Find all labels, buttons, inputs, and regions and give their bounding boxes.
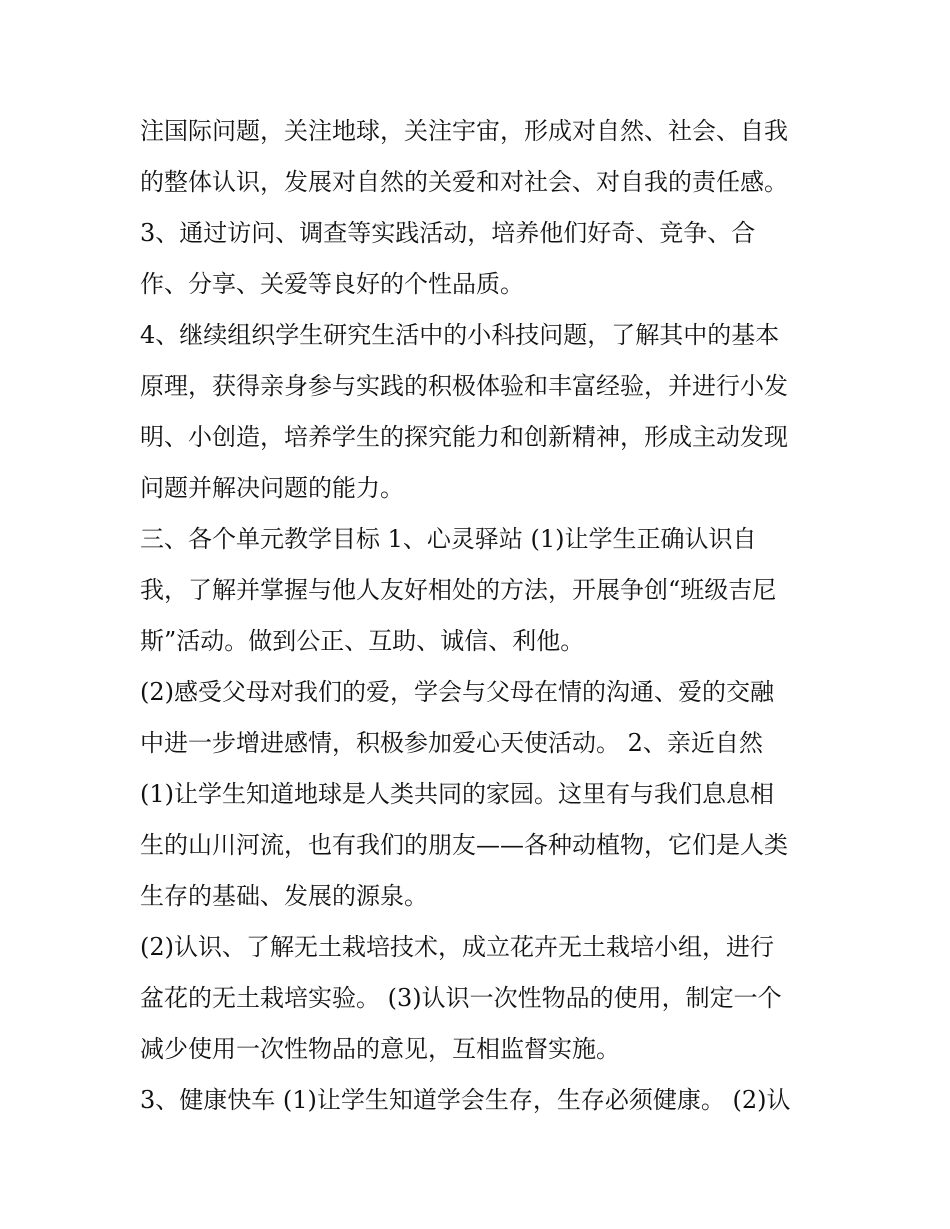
text-line: (1)让学生知道地球是人类共同的家园。这里有与我们息息相 [140,780,774,808]
text-line: 注国际问题，关注地球，关注宇宙，形成对自然、社会、自我 [140,117,788,145]
text-line: 斯”活动。做到公正、互助、诚信、利他。 [140,627,585,655]
text-line: (2)认识、了解无土栽培技术，成立花卉无土栽培小组，进行 [140,933,774,961]
text-line: 原理，获得亲身参与实践的积极体验和丰富经验，并进行小发 [140,372,788,400]
text-line: 作、分享、关爱等良好的个性品质。 [140,270,524,298]
body-text [140,106,830,1126]
text-line: 4、继续组织学生研究生活中的小科技问题，了解其中的基本 [140,321,780,349]
text-line: (2)感受父母对我们的爱，学会与父母在情的沟通、爱的交融 [140,678,774,706]
text-line: 我，了解并掌握与他人友好相处的方法，开展争创“班级吉尼 [140,576,777,604]
text-line: 明、小创造，培养学生的探究能力和创新精神，形成主动发现 [140,423,788,451]
text-line: 三、各个单元教学目标 1、心灵驿站 (1)让学生正确认识自 [140,525,757,553]
text-line: 减少使用一次性物品的意见，互相监督实施。 [140,1035,620,1063]
text-line: 生的山川河流，也有我们的朋友——各种动植物，它们是人类 [140,831,788,859]
text-line: 问题并解决问题的能力。 [140,474,404,502]
text-line: 的整体认识，发展对自然的关爱和对社会、对自我的责任感。 [140,168,788,196]
text-line: 3、通过访问、调查等实践活动，培养他们好奇、竞争、合 [140,219,756,247]
text-line: 盆花的无土栽培实验。 (3)认识一次性物品的使用，制定一个 [140,984,782,1012]
text-line: 3、健康快车 (1)让学生知道学会生存，生存必须健康。 (2)认 [140,1086,791,1114]
text-line: 生存的基础、发展的源泉。 [140,882,428,910]
text-line: 中进一步增进感情，积极参加爱心天使活动。 2、亲近自然 [140,729,763,757]
